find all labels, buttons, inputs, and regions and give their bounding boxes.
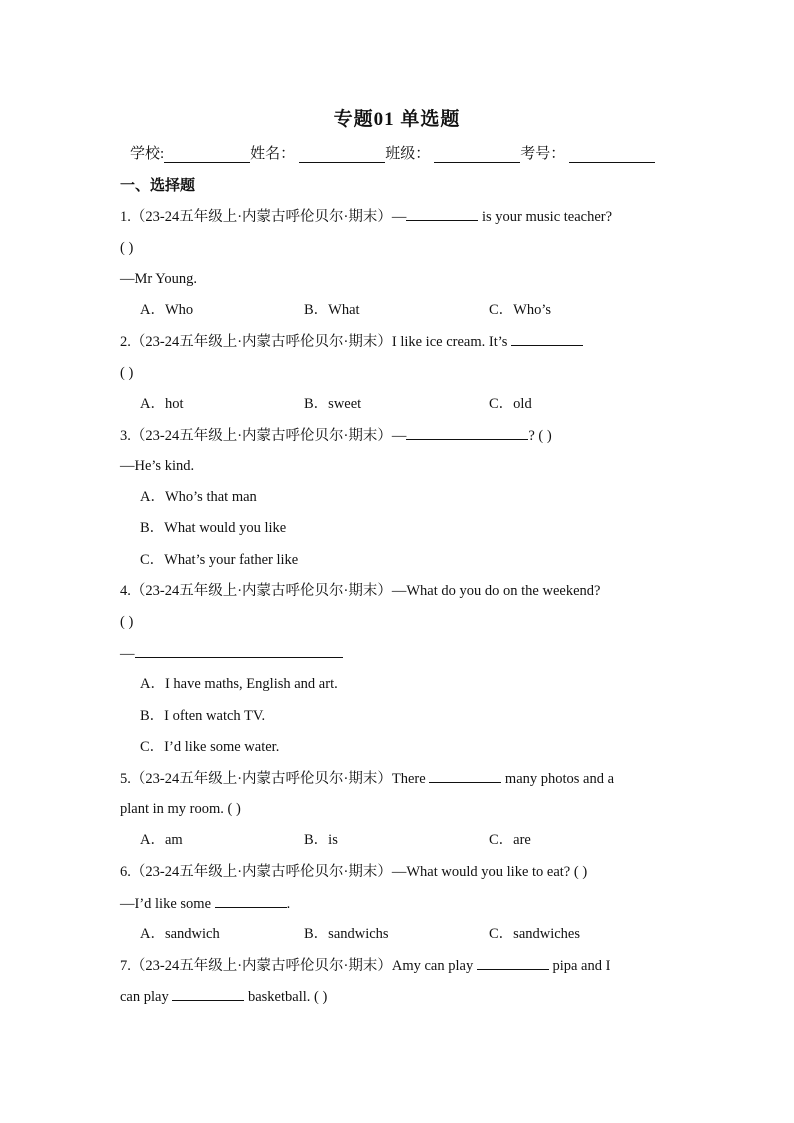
answer-blank[interactable] <box>511 331 583 346</box>
answer-blank[interactable] <box>135 643 343 658</box>
question-4-option-c[interactable]: C．I’d like some water. <box>140 739 280 755</box>
section-heading: 一、选择题 <box>120 178 196 194</box>
answer-blank[interactable] <box>406 425 528 440</box>
question-5-stem: 5.（23-24五年级上·内蒙古呼伦贝尔·期末）There many photos and a <box>120 768 614 789</box>
question-3-stem: 3.（23-24五年级上·内蒙古呼伦贝尔·期末）— ? ( ) <box>120 425 552 446</box>
name-blank[interactable] <box>299 146 385 163</box>
school-label: 学校: <box>130 146 165 162</box>
question-1-option-a[interactable]: A．Who <box>140 302 194 318</box>
question-4-stem: 4.（23-24五年级上·内蒙古呼伦贝尔·期末）—What do you do on the weekend? <box>120 583 601 599</box>
question-4-reply: — <box>120 643 343 664</box>
question-2-option-b[interactable]: B．sweet <box>304 396 362 412</box>
question-2-bracket: ( ) <box>120 365 134 381</box>
school-blank[interactable] <box>164 146 250 163</box>
exam-number-blank[interactable] <box>569 146 655 163</box>
exam-number-label: 考号： <box>520 146 566 162</box>
name-label: 姓名： <box>250 146 296 162</box>
page-title: 专题01 单选题 <box>333 109 461 130</box>
question-2-option-a[interactable]: A．hot <box>140 396 184 412</box>
class-label: 班级： <box>385 146 431 162</box>
question-6-reply: —I’d like some . <box>120 893 290 914</box>
question-6-option-c[interactable]: C．sandwiches <box>489 926 581 942</box>
question-1-option-b[interactable]: B．What <box>304 302 360 318</box>
answer-blank[interactable] <box>477 955 549 970</box>
question-7-stem-continued: can play basketball. ( ) <box>120 986 327 1007</box>
question-3-option-a[interactable]: A．Who’s that man <box>140 489 257 505</box>
student-info-row <box>130 142 655 163</box>
question-6-option-b[interactable]: B．sandwichs <box>304 926 389 942</box>
question-3-reply: —He’s kind. <box>120 458 195 474</box>
question-5-option-b[interactable]: B．is <box>304 832 338 848</box>
question-4-option-b[interactable]: B．I often watch TV. <box>140 708 266 724</box>
question-4-option-a[interactable]: A．I have maths, English and art. <box>140 676 338 692</box>
question-2-stem: 2.（23-24五年级上·内蒙古呼伦贝尔·期末）I like ice cream. It’s <box>120 331 583 352</box>
question-6-option-a[interactable]: A．sandwich <box>140 926 220 942</box>
question-3-option-c[interactable]: C．What’s your father like <box>140 552 299 568</box>
question-3-option-b[interactable]: B．What would you like <box>140 520 287 536</box>
question-1-stem: 1.（23-24五年级上·内蒙古呼伦贝尔·期末）— is your music teacher? <box>120 206 612 227</box>
answer-blank[interactable] <box>215 893 287 908</box>
answer-blank[interactable] <box>172 986 244 1001</box>
question-4-bracket: ( ) <box>120 614 134 630</box>
question-5-option-a[interactable]: A．am <box>140 832 183 848</box>
answer-blank[interactable] <box>406 206 478 221</box>
question-5-option-c[interactable]: C．are <box>489 832 531 848</box>
question-1-reply: —Mr Young. <box>120 271 197 287</box>
question-5-stem-continued: plant in my room. ( ) <box>120 801 241 817</box>
class-blank[interactable] <box>434 146 520 163</box>
question-7-stem: 7.（23-24五年级上·内蒙古呼伦贝尔·期末）Amy can play pipa and I <box>120 955 610 976</box>
answer-blank[interactable] <box>429 768 501 783</box>
question-1-option-c[interactable]: C．Who’s <box>489 302 552 318</box>
question-2-option-c[interactable]: C．old <box>489 396 532 412</box>
question-1-bracket: ( ) <box>120 240 134 256</box>
question-6-stem: 6.（23-24五年级上·内蒙古呼伦贝尔·期末）—What would you like to eat? ( ) <box>120 864 588 880</box>
